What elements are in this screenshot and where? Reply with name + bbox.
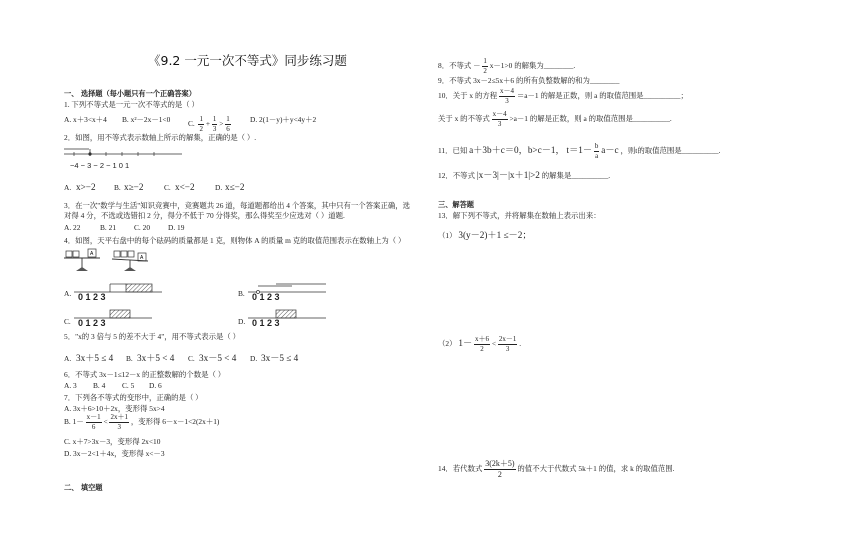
question-13-part-2 — [438, 336, 521, 353]
q12-suffix: 的解集是__________. — [541, 171, 611, 180]
q10a-suffix: 的解是正数，则 a 的取值范围是__________； — [540, 91, 688, 101]
plus-sign: + — [205, 119, 211, 129]
q8-prefix: 8．不等式 － — [438, 61, 481, 71]
q4-option-a-ticks: 0 1 2 3 — [78, 292, 106, 302]
question-7: 7．下列各不等式的变形中，正确的是（ ） — [64, 393, 203, 402]
denominator: 3 — [505, 97, 509, 105]
denominator: 3 — [212, 125, 217, 133]
question-9: 9．不等式 3x－2≤5x＋6 的所有负整数解的和为________ — [438, 76, 620, 85]
q13-part-1-inequality: 3(y－2)＋1 ≤－2； — [458, 230, 532, 240]
q11-suffix: ，则t的取值范围是__________. — [620, 146, 721, 156]
q2-option-a-label: A. — [64, 183, 72, 192]
q2-tick-labels: −4 − 3 − 2 − 1 0 1 — [70, 161, 130, 170]
q7-option-b-suffix: ，变形得 6－x－1<2(2x＋1) — [130, 417, 220, 427]
q10b-prefix: 关于 x 的不等式 — [438, 114, 490, 124]
q13-part-1-label: （1） — [438, 231, 457, 240]
q7-option-b — [64, 414, 219, 431]
q11-t-expression: t＝1－ — [566, 145, 593, 156]
denominator: 6 — [91, 423, 96, 431]
q1-option-a: A. x＋3<x＋4 — [64, 115, 107, 124]
fraction — [482, 58, 488, 75]
fraction — [474, 336, 490, 353]
question-1: 1. 下列不等式是一元一次不等式的是（ ） — [64, 100, 199, 109]
q7-option-b-prefix: B. 1－ — [64, 417, 84, 427]
q10a-prefix: 10．关于 x 的方程 — [438, 91, 498, 101]
numerator: x＋6 — [474, 335, 489, 343]
question-13: 13．解下列不等式，并将解集在数轴上表示出来： — [438, 211, 601, 220]
q11-t-expression-tail: a－c — [601, 145, 619, 156]
q2-option-d-label: D. — [215, 183, 223, 192]
numerator: 1 — [212, 115, 217, 123]
q2-option-b: x≥−2 — [124, 182, 144, 192]
numerator: 2x－1 — [498, 335, 517, 343]
q6-option-d: D. 6 — [149, 381, 162, 390]
numerator: 1 — [199, 115, 203, 123]
question-2: 2．如图，用不等式表示数轴上所示的解集，正确的是（ ）. — [64, 133, 257, 142]
q4-option-b-ticks: 0 1 2 3 — [252, 292, 280, 302]
question-11 — [438, 143, 720, 160]
section-1-heading: 一、 选择题（每小题只有一个正确答案） — [64, 89, 196, 98]
q2-option-c-label: C. — [164, 183, 171, 192]
q4-option-c-ticks: 0 1 2 3 — [78, 318, 106, 328]
q7-option-a: A. 3x＋6>10＋2x，变形得 5x>4 — [64, 404, 165, 413]
q5-option-d-label: D. — [250, 354, 258, 363]
section-2-heading: 二、 填空题 — [64, 483, 103, 492]
fraction — [109, 414, 129, 431]
fraction — [484, 460, 515, 479]
q5-option-b: 3x＋5 < 4 — [137, 353, 175, 363]
q11-conditions: a＋3b＋c＝0，b>c－1， — [469, 145, 565, 156]
q1-option-d: D. 2(1－y)＋y<4y＋2 — [250, 115, 317, 124]
numerator: 1 — [226, 115, 230, 123]
numerator: 3(2k＋5) — [485, 459, 515, 468]
q7-option-d: D. 3x－2<1＋4x，变形得 x<－3 — [64, 449, 165, 458]
q6-option-a: A. 3 — [64, 381, 77, 390]
svg-text:A: A — [90, 251, 94, 257]
q10b-suffix: 的解是正数，则 a 的取值范围是__________. — [529, 114, 672, 124]
q5-option-b-label: B. — [126, 354, 133, 363]
question-13-part-1 — [438, 230, 532, 241]
q12-inequality: |x－3|－|x＋1|>2 — [476, 170, 540, 180]
q1-option-b: B. x²－2x－1<0 — [122, 115, 171, 124]
less-than-sign: < — [103, 417, 108, 427]
denominator: a — [595, 152, 599, 160]
q4-option-b-label: B. — [238, 289, 245, 298]
fraction — [212, 116, 218, 133]
denominator: 3 — [497, 120, 502, 128]
question-14 — [438, 460, 674, 479]
q5-option-a-label: A. — [64, 354, 72, 363]
fraction — [498, 336, 518, 353]
numerator: 2x＋1 — [110, 413, 128, 421]
less-than-sign: < — [491, 339, 497, 349]
q3-option-c: C. 20 — [134, 223, 151, 232]
q14-suffix: 的值不大于代数式 5k＋1 的值，求 k 的取值范围. — [517, 464, 675, 474]
fraction — [594, 143, 600, 160]
q6-option-b: B. 4 — [93, 381, 106, 390]
q5-option-c-label: C. — [188, 354, 195, 363]
numerator: x－1 — [86, 413, 101, 421]
section-3-heading: 三、解答题 — [438, 200, 474, 209]
q10a-equation: ＝a－1 — [516, 91, 539, 101]
numerator: 1 — [483, 57, 487, 65]
q4-option-d-label: D. — [238, 317, 246, 326]
fraction — [499, 88, 515, 105]
question-3-line-1: 3．在一次"数学与生活"知识竞赛中，竞赛题共 26 道，每道题都给出 4 个答案，其中只有一个答案正确，选 — [64, 201, 411, 210]
numerator: x－4 — [492, 110, 507, 118]
denominator: 2 — [483, 67, 487, 75]
q10b-inequality: >a－1 — [509, 114, 529, 124]
question-10a — [438, 88, 688, 105]
q2-option-b-label: B. — [114, 183, 121, 192]
q1-option-c-label: C. — [188, 119, 195, 129]
question-5: 5．"x的 3 倍与 5 的差不大于 4"，用不等式表示是（ ） — [64, 332, 241, 341]
denominator: 2 — [199, 125, 203, 133]
q2-option-c: x<−2 — [175, 182, 195, 192]
q8-suffix: x－1>0 的解集为________. — [489, 61, 576, 71]
question-6: 6．不等式 3x－1≤12－x 的正整数解的个数是（ ） — [64, 370, 226, 379]
fraction — [225, 116, 231, 133]
q13-part-2-prefix: 1－ — [458, 338, 473, 349]
q2-option-a: x>−2 — [76, 182, 96, 192]
q5-option-c: 3x－5 < 4 — [199, 353, 237, 363]
q1-option-c — [188, 116, 231, 133]
fraction — [492, 111, 508, 128]
denominator: 3 — [117, 423, 121, 431]
fraction — [86, 414, 102, 431]
numerator: x－4 — [500, 87, 514, 95]
q4-option-a-label: A. — [64, 289, 72, 298]
svg-text:A: A — [140, 255, 144, 261]
q7-option-c: C. x＋7>3x－3，变形得 2x<10 — [64, 437, 161, 446]
q11-prefix: 11．已知 — [438, 146, 468, 156]
question-8 — [438, 58, 575, 75]
greater-than-sign: > — [219, 119, 224, 129]
q3-option-b: B. 21 — [100, 223, 117, 232]
q5-option-a: 3x＋5 ≤ 4 — [76, 353, 114, 363]
q3-option-d: D. 19 — [168, 223, 185, 232]
question-4: 4．如图，天平右盘中的每个砝码的质量都是 1 克，则物体 A 的质量 m 克的取值范围表示在数轴上为（ ） — [64, 236, 406, 245]
question-10b — [438, 111, 672, 128]
q4-option-d-ticks: 0 1 2 3 — [252, 318, 280, 328]
numerator: b — [594, 142, 599, 150]
q13-part-2-label: （2） — [438, 339, 457, 349]
question-3-line-2: 对得 4 分，不选或选错扣 2 分，得分不低于 70 分得奖，那么得奖至少应选对（ ）道题. — [64, 211, 345, 220]
q3-option-a: A. 22 — [64, 223, 81, 232]
question-12 — [438, 170, 610, 181]
q6-option-c: C. 5 — [122, 381, 135, 390]
denominator: 2 — [497, 470, 502, 479]
q13-part-2-suffix: . — [519, 339, 522, 349]
balance-scale-2-icon — [112, 249, 152, 275]
q5-option-d: 3x－5 ≤ 4 — [261, 353, 299, 363]
q2-option-d: x≤−2 — [225, 182, 245, 192]
q4-option-c-label: C. — [64, 317, 71, 326]
page-title: 《9.2 一元一次不等式》同步练习题 — [148, 53, 347, 68]
fraction — [198, 116, 204, 133]
denominator: 2 — [480, 345, 484, 353]
denominator: 3 — [505, 345, 510, 353]
q12-prefix: 12．不等式 — [438, 171, 475, 180]
q14-prefix: 14．若代数式 — [438, 464, 483, 474]
denominator: 6 — [226, 125, 230, 133]
